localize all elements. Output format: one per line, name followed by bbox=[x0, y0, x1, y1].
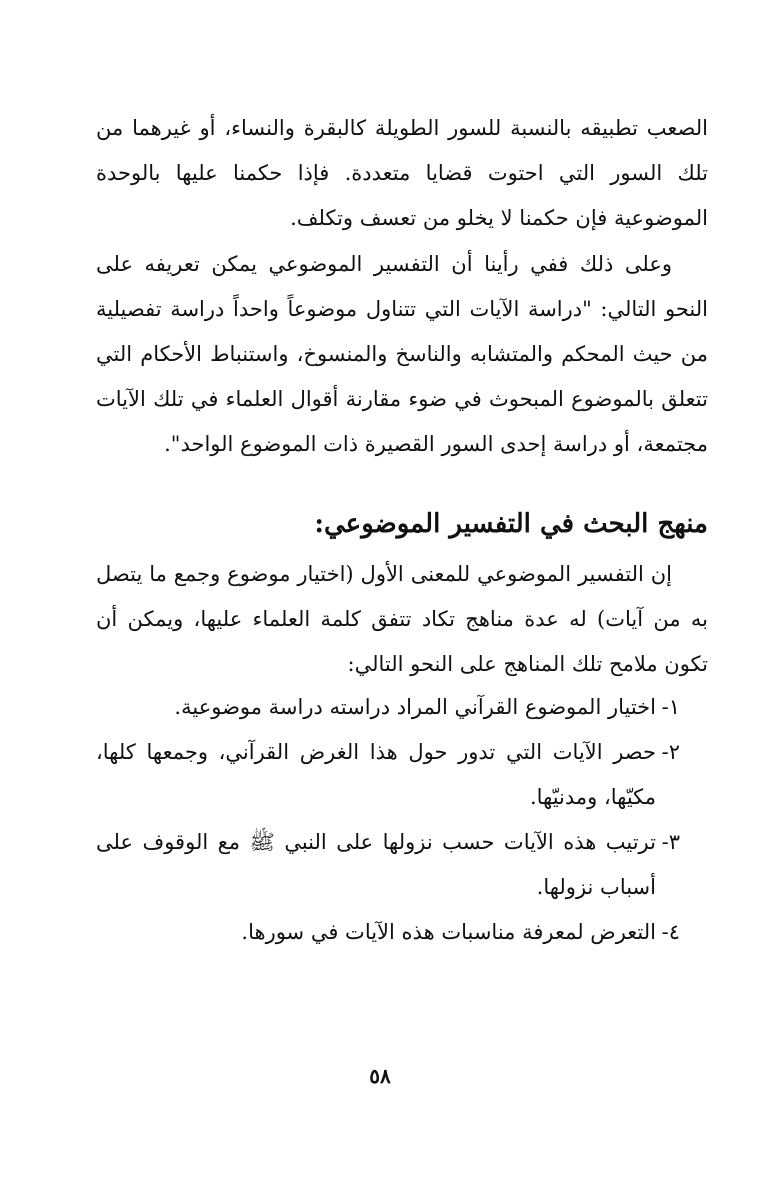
paragraph-methods-intro: إن التفسير الموضوعي للمعنى الأول (اختيار موضوع وجمع ما يتصل به من آيات) له عدة مناهج تكاد تتفق كلمة العلماء عليها، ويمكن أن تكون ملامح تلك المناهج على النحو التالي: bbox=[96, 562, 708, 676]
paragraph-continuation: الصعب تطبيقه بالنسبة للسور الطويلة كالبقرة والنساء، أو غيرهما من تلك السور التي احتوت قضايا متعددة. فإذا حكمنا عليها بالوحدة الموضوعية فإن حكمنا لا يخلو من تعسف وتكلف. bbox=[96, 116, 708, 230]
list-item bbox=[96, 730, 708, 820]
page-number: ٥٨ bbox=[369, 1064, 391, 1088]
list-item-text: حصر الآيات التي تدور حول هذا الغرض القرآني، وجمعها كلها، مكيّها، ومدنيّها. bbox=[96, 740, 656, 809]
list-item-number: ١- bbox=[661, 695, 680, 719]
methods-list bbox=[96, 685, 708, 955]
list-item bbox=[96, 685, 708, 730]
list-item-text: التعرض لمعرفة مناسبات هذه الآيات في سورها. bbox=[241, 920, 656, 944]
list-item-text: ترتيب هذه الآيات حسب نزولها على النبي ﷺ مع الوقوف على أسباب نزولها. bbox=[96, 830, 656, 899]
list-item bbox=[96, 910, 708, 955]
list-item bbox=[96, 820, 708, 910]
paragraph-definition: وعلى ذلك ففي رأينا أن التفسير الموضوعي يمكن تعريفه على النحو التالي: "دراسة الآيات التي تتناول موضوعاً واحداً دراسة تفصيلية من حيث المحكم والمتشابه والناسخ والمنسوخ، واستنباط الأحكام التي تتعلق بالموضوع المبحوث في ضوء مقارنة أقوال العلماء في تلك الآيات مجتمعة، أو دراسة إحدى السور القصيرة ذات الموضوع الواحد". bbox=[96, 252, 708, 456]
list-item-number: ٣- bbox=[661, 830, 680, 854]
list-item-number: ٢- bbox=[661, 740, 680, 764]
list-item-text: اختيار الموضوع القرآني المراد دراسته دراسة موضوعية. bbox=[174, 695, 656, 719]
section-heading: منهج البحث في التفسير الموضوعي: bbox=[314, 509, 708, 539]
list-item-number: ٤- bbox=[661, 920, 680, 944]
